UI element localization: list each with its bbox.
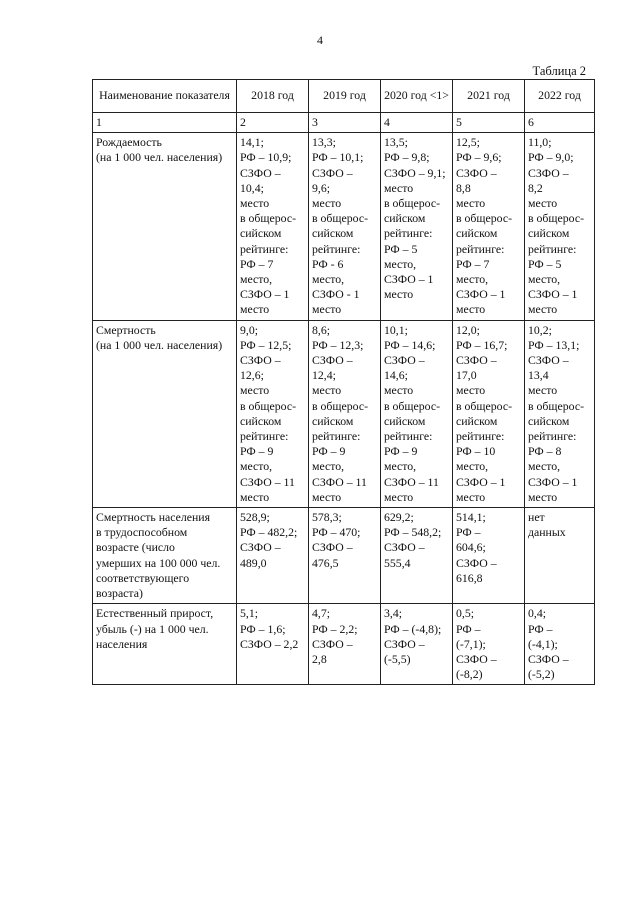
cell-line: сийском bbox=[456, 226, 498, 241]
header-year-2018: 2018 год bbox=[237, 80, 309, 113]
cell-line: 0,4; bbox=[528, 606, 547, 621]
row-label-line: убыль (-) на 1 000 чел. bbox=[96, 621, 209, 636]
cell-line: 4,7; bbox=[312, 606, 331, 621]
row-label-line: (на 1 000 чел. населения) bbox=[96, 337, 223, 352]
cell-line: (-5,5) bbox=[384, 651, 411, 666]
cell-line: 12,5; bbox=[456, 135, 480, 150]
cell-line: РФ – 9,8; bbox=[384, 150, 430, 165]
cell-line: РФ – 9 bbox=[240, 444, 274, 459]
cell-line: РФ – 14,6; bbox=[384, 337, 436, 352]
page-number: 4 bbox=[317, 33, 323, 47]
header-year-2019: 2019 год bbox=[309, 80, 381, 113]
header-year-2020: 2020 год <1> bbox=[381, 80, 453, 113]
cell-line: 0,5; bbox=[456, 606, 475, 621]
cell-line: РФ – 7 bbox=[456, 256, 490, 271]
cell-line: СЗФО – 11 bbox=[312, 474, 367, 489]
cell-line: РФ – 10,1; bbox=[312, 150, 364, 165]
cell-line: сийском bbox=[528, 413, 570, 428]
cell-line: 555,4 bbox=[384, 555, 411, 570]
cell-line: рейтинге: bbox=[456, 241, 505, 256]
cell-line: 13,4 bbox=[528, 368, 549, 383]
cell-line: место bbox=[312, 489, 342, 504]
data-cell bbox=[381, 604, 453, 685]
cell-line: место bbox=[384, 383, 414, 398]
cell-line: 9,0; bbox=[240, 322, 259, 337]
column-number: 2 bbox=[237, 113, 309, 133]
row-label bbox=[93, 133, 237, 320]
data-cell bbox=[381, 508, 453, 604]
cell-line: место, bbox=[312, 272, 345, 287]
data-cell bbox=[381, 133, 453, 320]
data-cell bbox=[237, 508, 309, 604]
cell-line: РФ – 482,2; bbox=[240, 525, 298, 540]
cell-line: место, bbox=[528, 272, 561, 287]
cell-line: СЗФО – bbox=[456, 555, 497, 570]
cell-line: СЗФО – bbox=[456, 353, 497, 368]
cell-line: СЗФО - 1 bbox=[312, 287, 360, 302]
cell-line: РФ – 13,1; bbox=[528, 337, 580, 352]
cell-line: 476,5 bbox=[312, 555, 339, 570]
row-label-line: в трудоспособном bbox=[96, 525, 188, 540]
cell-line: рейтинге: bbox=[528, 241, 577, 256]
cell-line: место, bbox=[384, 459, 417, 474]
cell-line: в общерос- bbox=[528, 211, 584, 226]
cell-line: РФ – 2,2; bbox=[312, 621, 358, 636]
cell-line: 8,6; bbox=[312, 322, 331, 337]
cell-line: РФ – 16,7; bbox=[456, 337, 508, 352]
cell-line: сийском bbox=[312, 226, 354, 241]
cell-line: 9,6; bbox=[312, 180, 331, 195]
cell-line: РФ – 9 bbox=[312, 444, 346, 459]
cell-line: место bbox=[312, 302, 342, 317]
cell-line: место bbox=[384, 180, 414, 195]
row-label-line: Смертность населения bbox=[96, 510, 211, 525]
cell-line: СЗФО – bbox=[240, 165, 281, 180]
cell-line: РФ – 8 bbox=[528, 444, 562, 459]
data-cell bbox=[237, 604, 309, 685]
cell-line: РФ – 5 bbox=[384, 241, 418, 256]
cell-line: СЗФО – 1 bbox=[384, 272, 434, 287]
cell-line: 604,6; bbox=[456, 540, 486, 555]
cell-line: место bbox=[312, 383, 342, 398]
cell-line: рейтинге: bbox=[456, 429, 505, 444]
cell-line: рейтинге: bbox=[312, 429, 361, 444]
cell-line: СЗФО – bbox=[384, 353, 425, 368]
row-label-line: возраста) bbox=[96, 586, 143, 601]
cell-line: 14,1; bbox=[240, 135, 264, 150]
cell-line: в общерос- bbox=[384, 196, 440, 211]
row-label-line: соответствующего bbox=[96, 570, 190, 585]
cell-line: СЗФО – bbox=[240, 540, 281, 555]
data-cell bbox=[453, 133, 525, 320]
data-cell bbox=[453, 604, 525, 685]
cell-line: место, bbox=[240, 272, 273, 287]
cell-line: место bbox=[456, 302, 486, 317]
cell-line: РФ - 6 bbox=[312, 256, 344, 271]
cell-line: СЗФО – 11 bbox=[384, 474, 439, 489]
cell-line: 17,0 bbox=[456, 368, 477, 383]
cell-line: место bbox=[528, 196, 558, 211]
cell-line: (-7,1); bbox=[456, 636, 486, 651]
cell-line: в общерос- bbox=[456, 398, 512, 413]
cell-line: РФ – 12,5; bbox=[240, 337, 292, 352]
row-natural-increase bbox=[93, 604, 595, 685]
cell-line: 12,6; bbox=[240, 368, 264, 383]
cell-line: место bbox=[456, 196, 486, 211]
row-working-age-mortality bbox=[93, 508, 595, 604]
cell-line: СЗФО – 1 bbox=[456, 474, 506, 489]
cell-line: РФ – 5 bbox=[528, 256, 562, 271]
cell-line: СЗФО – bbox=[456, 651, 497, 666]
data-cell bbox=[453, 320, 525, 507]
row-label-line: Смертность bbox=[96, 322, 156, 337]
cell-line: 13,3; bbox=[312, 135, 336, 150]
column-number: 6 bbox=[525, 113, 595, 133]
cell-line: РФ – bbox=[528, 621, 553, 636]
cell-line: в общерос- bbox=[240, 211, 296, 226]
cell-line: место, bbox=[240, 459, 273, 474]
row-label bbox=[93, 508, 237, 604]
cell-line: РФ – 12,3; bbox=[312, 337, 364, 352]
cell-line: 10,1; bbox=[384, 322, 408, 337]
cell-line: СЗФО – bbox=[312, 165, 353, 180]
cell-line: рейтинге: bbox=[528, 429, 577, 444]
data-cell bbox=[381, 320, 453, 507]
column-number: 3 bbox=[309, 113, 381, 133]
cell-line: рейтинге: bbox=[240, 429, 289, 444]
cell-line: место, bbox=[528, 459, 561, 474]
cell-line: в общерос- bbox=[456, 211, 512, 226]
cell-line: РФ – 9,6; bbox=[456, 150, 502, 165]
cell-line: СЗФО – bbox=[456, 165, 497, 180]
column-number: 1 bbox=[93, 113, 237, 133]
cell-line: в общерос- bbox=[240, 398, 296, 413]
row-label bbox=[93, 320, 237, 507]
cell-line: место bbox=[528, 383, 558, 398]
cell-line: (-5,2) bbox=[528, 667, 555, 682]
cell-line: РФ – 1,6; bbox=[240, 621, 286, 636]
cell-line: СЗФО – bbox=[312, 540, 353, 555]
row-label-line: населения bbox=[96, 636, 148, 651]
header-year-2021: 2021 год bbox=[453, 80, 525, 113]
cell-line: рейтинге: bbox=[312, 241, 361, 256]
cell-line: место bbox=[240, 383, 270, 398]
cell-line: в общерос- bbox=[312, 211, 368, 226]
cell-line: место, bbox=[384, 256, 417, 271]
cell-line: РФ – 7 bbox=[240, 256, 274, 271]
cell-line: СЗФО – 11 bbox=[240, 474, 295, 489]
data-cell bbox=[309, 133, 381, 320]
cell-line: 10,4; bbox=[240, 180, 264, 195]
cell-line: СЗФО – 1 bbox=[528, 474, 578, 489]
cell-line: 528,9; bbox=[240, 510, 270, 525]
cell-line: СЗФО – bbox=[384, 540, 425, 555]
demographics-table bbox=[92, 79, 595, 685]
cell-line: СЗФО – bbox=[312, 636, 353, 651]
row-label-line: Естественный прирост, bbox=[96, 606, 214, 621]
data-cell bbox=[525, 320, 595, 507]
cell-line: 8,8 bbox=[456, 180, 471, 195]
cell-line: место, bbox=[312, 459, 345, 474]
cell-line: в общерос- bbox=[312, 398, 368, 413]
cell-line: 3,4; bbox=[384, 606, 403, 621]
cell-line: 11,0; bbox=[528, 135, 552, 150]
row-label-line: Рождаемость bbox=[96, 135, 162, 150]
cell-line: место bbox=[456, 489, 486, 504]
header-indicator: Наименование показателя bbox=[93, 80, 237, 113]
data-cell bbox=[453, 508, 525, 604]
cell-line: РФ – (-4,8); bbox=[384, 621, 442, 636]
cell-line: место bbox=[240, 196, 270, 211]
cell-line: 616,8 bbox=[456, 570, 483, 585]
cell-line: 14,6; bbox=[384, 368, 408, 383]
column-number: 5 bbox=[453, 113, 525, 133]
cell-line: РФ – 548,2; bbox=[384, 525, 442, 540]
cell-line: СЗФО – bbox=[528, 651, 569, 666]
row-label-line: (на 1 000 чел. населения) bbox=[96, 150, 223, 165]
cell-line: нет bbox=[528, 510, 545, 525]
cell-line: 13,5; bbox=[384, 135, 408, 150]
cell-line: СЗФО – bbox=[528, 353, 569, 368]
cell-line: 10,2; bbox=[528, 322, 552, 337]
cell-line: РФ – 470; bbox=[312, 525, 361, 540]
cell-line: СЗФО – 9,1; bbox=[384, 165, 446, 180]
cell-line: место bbox=[312, 196, 342, 211]
cell-line: 8,2 bbox=[528, 180, 543, 195]
row-label bbox=[93, 604, 237, 685]
cell-line: РФ – bbox=[456, 621, 481, 636]
cell-line: СЗФО – bbox=[528, 165, 569, 180]
cell-line: 629,2; bbox=[384, 510, 414, 525]
cell-line: 514,1; bbox=[456, 510, 486, 525]
cell-line: СЗФО – 1 bbox=[240, 287, 290, 302]
cell-line: РФ – 10,9; bbox=[240, 150, 292, 165]
cell-line: СЗФО – 1 bbox=[528, 287, 578, 302]
row-label-line: умерших на 100 000 чел. bbox=[96, 555, 221, 570]
cell-line: 5,1; bbox=[240, 606, 259, 621]
cell-line: данных bbox=[528, 525, 566, 540]
cell-line: РФ – 10 bbox=[456, 444, 496, 459]
cell-line: РФ – 9 bbox=[384, 444, 418, 459]
cell-line: СЗФО – bbox=[384, 636, 425, 651]
cell-line: сийском bbox=[528, 226, 570, 241]
cell-line: СЗФО – 2,2 bbox=[240, 636, 299, 651]
cell-line: место bbox=[456, 383, 486, 398]
row-mortality bbox=[93, 320, 595, 507]
cell-line: в общерос- bbox=[384, 398, 440, 413]
cell-line: рейтинге: bbox=[240, 241, 289, 256]
data-cell bbox=[309, 604, 381, 685]
cell-line: РФ – bbox=[456, 525, 481, 540]
cell-line: 2,8 bbox=[312, 651, 327, 666]
row-birth-rate bbox=[93, 133, 595, 320]
cell-line: (-8,2) bbox=[456, 667, 483, 682]
data-cell bbox=[525, 508, 595, 604]
data-cell bbox=[525, 133, 595, 320]
cell-line: СЗФО – bbox=[240, 353, 281, 368]
cell-line: СЗФО – 1 bbox=[456, 287, 506, 302]
cell-line: сийском bbox=[240, 413, 282, 428]
column-number: 4 bbox=[381, 113, 453, 133]
cell-line: (-4,1); bbox=[528, 636, 558, 651]
data-cell bbox=[525, 604, 595, 685]
cell-line: место bbox=[528, 302, 558, 317]
data-cell bbox=[309, 508, 381, 604]
cell-line: место, bbox=[456, 272, 489, 287]
header-year-2022: 2022 год bbox=[525, 80, 595, 113]
cell-line: место bbox=[384, 287, 414, 302]
data-cell bbox=[237, 320, 309, 507]
cell-line: место bbox=[240, 302, 270, 317]
data-cell bbox=[309, 320, 381, 507]
cell-line: РФ – 9,0; bbox=[528, 150, 574, 165]
table-header-row bbox=[93, 80, 595, 113]
column-number-row bbox=[93, 113, 595, 133]
cell-line: место, bbox=[456, 459, 489, 474]
cell-line: 489,0 bbox=[240, 555, 267, 570]
cell-line: рейтинге: bbox=[384, 226, 433, 241]
cell-line: место bbox=[528, 489, 558, 504]
cell-line: рейтинге: bbox=[384, 429, 433, 444]
cell-line: сийском bbox=[240, 226, 282, 241]
cell-line: 12,4; bbox=[312, 368, 336, 383]
data-cell bbox=[237, 133, 309, 320]
cell-line: СЗФО – bbox=[312, 353, 353, 368]
cell-line: место bbox=[384, 489, 414, 504]
row-label-line: возрасте (число bbox=[96, 540, 175, 555]
cell-line: место bbox=[240, 489, 270, 504]
table-caption: Таблица 2 bbox=[532, 64, 586, 78]
cell-line: 12,0; bbox=[456, 322, 480, 337]
cell-line: сийском bbox=[384, 413, 426, 428]
cell-line: сийском bbox=[384, 211, 426, 226]
cell-line: в общерос- bbox=[528, 398, 584, 413]
cell-line: 578,3; bbox=[312, 510, 342, 525]
cell-line: сийском bbox=[456, 413, 498, 428]
cell-line: сийском bbox=[312, 413, 354, 428]
